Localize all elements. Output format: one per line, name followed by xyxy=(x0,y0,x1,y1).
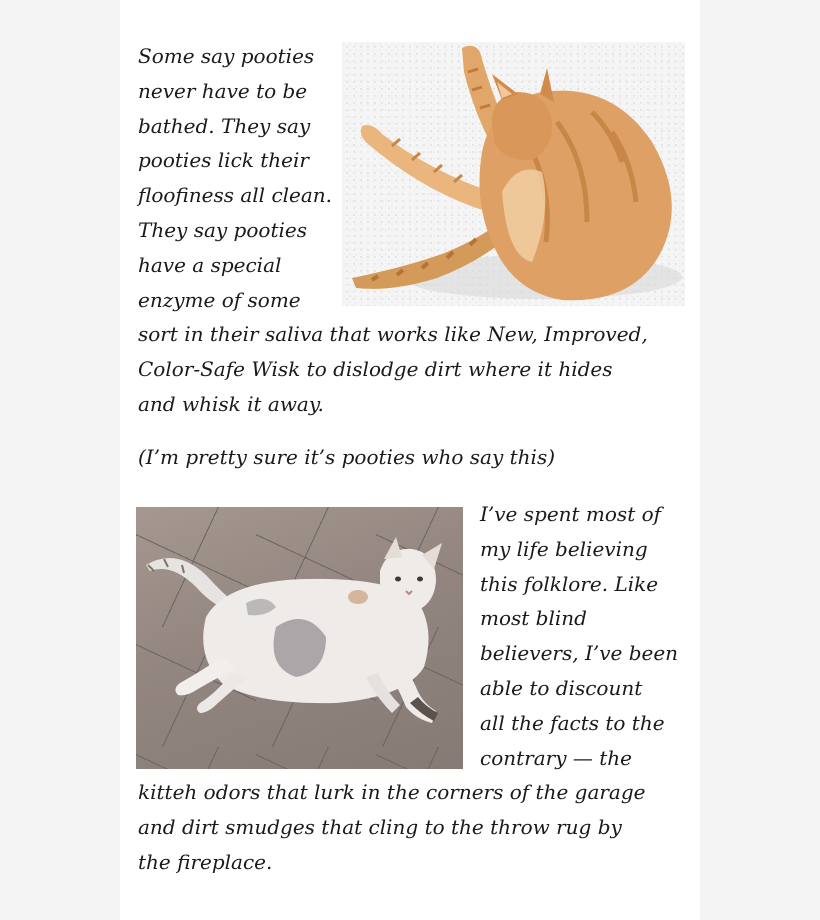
paragraph-2-text: (I’m pretty sure it’s pooties who say this) xyxy=(138,445,556,469)
white-cat-image xyxy=(136,507,463,769)
paragraph-1-line: They say pooties xyxy=(138,217,307,242)
paragraph-1-line: Color-Safe Wisk to dislodge dirt where it hides xyxy=(138,357,613,382)
paragraph-3-line: my life believing xyxy=(480,536,648,561)
paragraph-1-line: have a special xyxy=(138,252,282,277)
paragraph-1 xyxy=(138,39,648,422)
paragraph-3-line: this folklore. Like xyxy=(480,571,659,596)
paragraph-3-full xyxy=(138,775,646,879)
right-margin xyxy=(700,0,820,920)
paragraph-3-line: contrary — the xyxy=(480,745,632,770)
paragraph-3-line: most blind xyxy=(480,606,587,631)
paragraph-3-line: and dirt smudges that cling to the throw rug by xyxy=(138,814,622,839)
paragraph-1-line: bathed. They say xyxy=(138,113,311,138)
left-margin xyxy=(0,0,120,920)
paragraph-3-side xyxy=(480,497,678,775)
paragraph-1-line: and whisk it away. xyxy=(138,391,324,416)
paragraph-3-line: I’ve spent most of xyxy=(480,502,662,526)
paragraph-1-line: never have to be xyxy=(138,78,308,103)
paragraph-3-line: all the facts to the xyxy=(480,710,665,735)
paragraph-2 xyxy=(138,440,555,475)
paragraph-1-line: enzyme of some xyxy=(138,287,301,312)
paragraph-1-line: floofiness all clean. xyxy=(138,183,333,208)
paragraph-1-line: Some say pooties xyxy=(138,44,315,68)
paragraph-3-line: the fireplace. xyxy=(138,849,273,874)
paragraph-1-line: sort in their saliva that works like New, Improved, xyxy=(138,322,648,347)
paragraph-1-line: pooties lick their xyxy=(138,148,309,173)
white-cat-photo xyxy=(136,507,463,769)
paragraph-3-line: believers, I’ve been xyxy=(480,641,679,666)
paragraph-3-line: kitteh odors that lurk in the corners of the garage xyxy=(138,780,646,804)
paragraph-3-line: able to discount xyxy=(480,675,643,700)
